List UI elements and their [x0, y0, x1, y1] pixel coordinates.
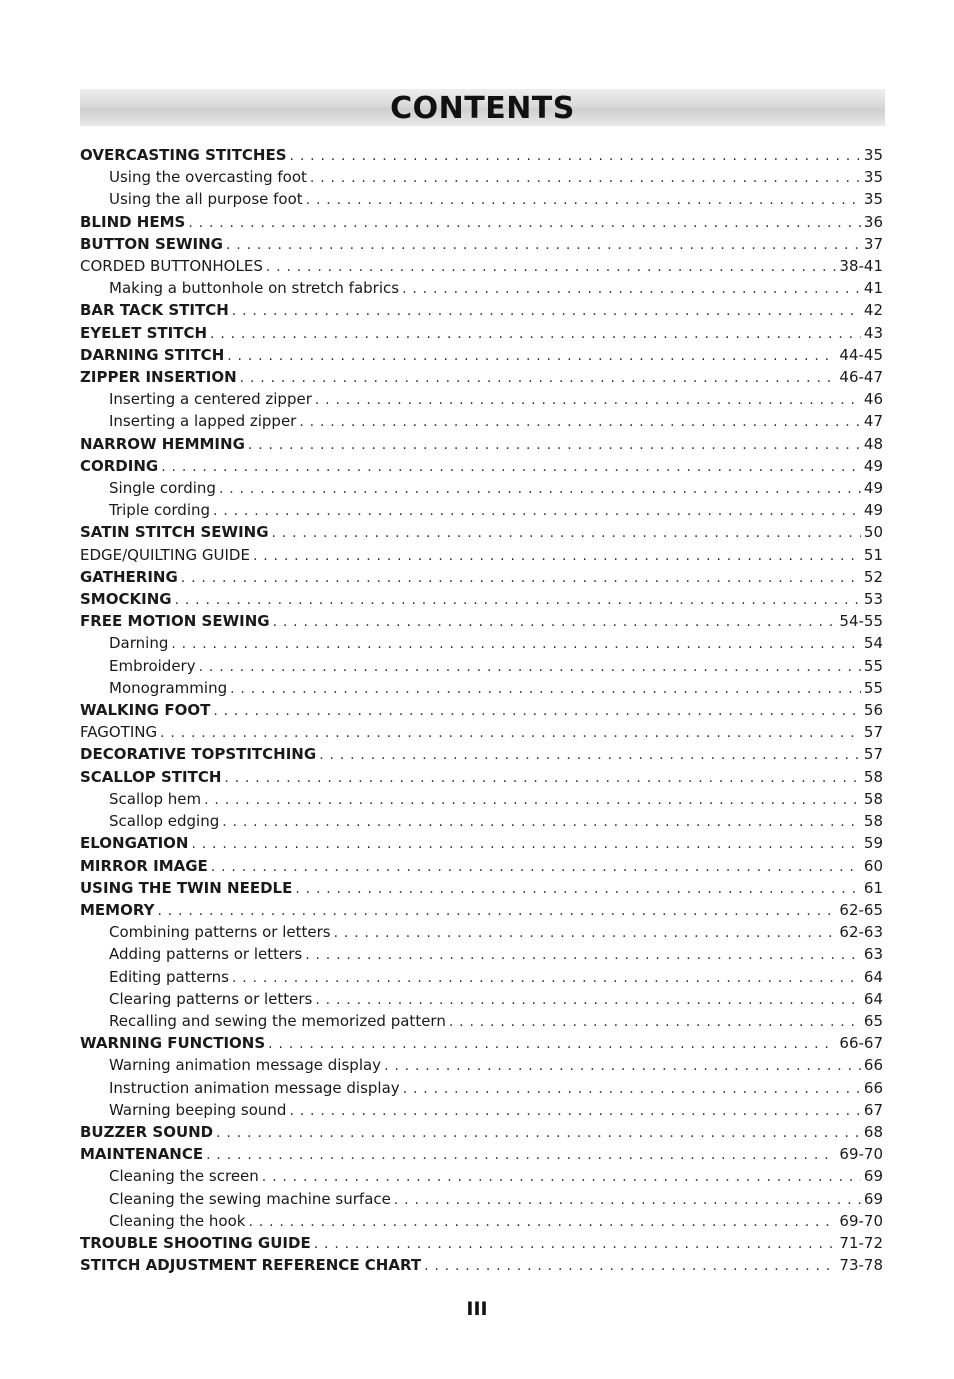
toc-subentry[interactable] [80, 499, 883, 521]
toc-subentry[interactable] [80, 410, 883, 432]
toc-entry[interactable] [80, 766, 883, 788]
dot-leader [224, 767, 861, 788]
toc-entry-label: Clearing patterns or letters [109, 989, 313, 1008]
toc-subentry[interactable] [80, 1077, 883, 1099]
toc-entry-page: 52 [863, 567, 883, 586]
dot-leader [211, 856, 861, 877]
toc-entry-page: 41 [863, 279, 883, 298]
toc-entry-label: BUTTON SEWING [80, 234, 223, 253]
toc-entry[interactable] [80, 877, 883, 899]
toc-entry-label: EDGE/QUILTING GUIDE [80, 545, 250, 564]
toc-entry-label: DARNING STITCH [80, 345, 225, 364]
toc-subentry[interactable] [80, 788, 883, 810]
toc-entry-label: Warning animation message display [109, 1056, 382, 1075]
toc-entry-label: CORDED BUTTONHOLES [80, 257, 263, 276]
toc-entry[interactable] [80, 699, 883, 721]
toc-entry-label: Cleaning the sewing machine surface [109, 1189, 391, 1208]
dot-leader [402, 278, 861, 299]
toc-entry-page: 69 [863, 1189, 883, 1208]
toc-entry-label: Editing patterns [109, 967, 229, 986]
toc-entry-label: Inserting a centered zipper [109, 390, 312, 409]
toc-entry-label: Adding patterns or letters [109, 945, 303, 964]
toc-entry[interactable] [80, 255, 883, 277]
page-title: CONTENTS [390, 91, 575, 126]
toc-entry-label: SMOCKING [80, 590, 172, 609]
toc-entry-page: 49 [863, 479, 883, 498]
toc-entry-page: 58 [863, 812, 883, 831]
dot-leader [232, 300, 861, 321]
toc-entry[interactable] [80, 144, 883, 166]
toc-entry-page: 43 [863, 323, 883, 342]
toc-entry-label: Scallop edging [109, 812, 220, 831]
toc-entry-page: 35 [863, 146, 883, 164]
toc-entry[interactable] [80, 344, 883, 366]
toc-subentry[interactable] [80, 632, 883, 654]
dot-leader [266, 256, 837, 277]
dot-leader [384, 1055, 861, 1076]
toc-entry[interactable] [80, 322, 883, 344]
toc-entry-label: Cleaning the hook [109, 1211, 246, 1230]
toc-entry-label: FREE MOTION SEWING [80, 612, 270, 631]
dot-leader [248, 1211, 836, 1232]
toc-entry-page: 68 [863, 1122, 883, 1141]
dot-leader [157, 900, 836, 921]
toc-subentry[interactable] [80, 166, 883, 188]
toc-entry-page: 54 [863, 634, 883, 653]
toc-entry-page: 71-72 [839, 1233, 883, 1252]
toc-entry-page: 49 [863, 501, 883, 520]
dot-leader [191, 833, 860, 854]
toc-entry-page: 51 [863, 545, 883, 564]
toc-entry-label: MIRROR IMAGE [80, 856, 208, 875]
toc-entry-label: Inserting a lapped zipper [109, 412, 297, 431]
toc-entry[interactable] [80, 1254, 883, 1276]
dot-leader [210, 323, 861, 344]
toc-entry-label: BUZZER SOUND [80, 1122, 214, 1141]
toc-entry[interactable] [80, 366, 883, 388]
toc-entry-label: Scallop hem [109, 789, 202, 808]
toc-entry[interactable] [80, 721, 883, 743]
toc-entry[interactable] [80, 832, 883, 854]
toc-entry[interactable] [80, 233, 883, 255]
toc-entry-label: OVERCASTING STITCHES [80, 146, 287, 164]
toc-entry-page: 50 [863, 523, 883, 542]
dot-leader [227, 345, 836, 366]
toc-subentry[interactable] [80, 1165, 883, 1187]
toc-entry-label: Cleaning the screen [109, 1167, 259, 1186]
toc-entry-page: 62-63 [839, 923, 883, 942]
toc-entry-page: 54-55 [839, 612, 883, 631]
dot-leader [213, 700, 861, 721]
dot-leader [268, 1033, 836, 1054]
toc-entry-page: 42 [863, 301, 883, 320]
dot-leader [403, 1078, 861, 1099]
dot-leader [306, 189, 861, 210]
toc-entry-page: 49 [863, 456, 883, 475]
dot-leader [315, 389, 861, 410]
toc-entry[interactable] [80, 1121, 883, 1143]
toc-subentry[interactable] [80, 1188, 883, 1210]
dot-leader [315, 989, 861, 1010]
dot-leader [222, 811, 861, 832]
toc-entry-page: 46-47 [839, 368, 883, 387]
dot-leader [181, 567, 861, 588]
page-number: III [466, 1298, 488, 1320]
toc-entry-page: 63 [863, 945, 883, 964]
toc-subentry[interactable] [80, 988, 883, 1010]
toc-entry-page: 64 [863, 967, 883, 986]
dot-leader [310, 167, 861, 188]
toc-entry-label: MEMORY [80, 900, 155, 919]
dot-leader [240, 367, 837, 388]
toc-entry-page: 36 [863, 212, 883, 231]
toc-entry-page: 59 [863, 834, 883, 853]
dot-leader [226, 234, 861, 255]
dot-leader [449, 1011, 861, 1032]
toc-entry-label: FAGOTING [80, 723, 158, 742]
toc-entry-label: USING THE TWIN NEEDLE [80, 878, 293, 897]
toc-entry-page: 46 [863, 390, 883, 409]
toc-subentry[interactable] [80, 477, 883, 499]
toc-entry[interactable] [80, 1143, 883, 1165]
toc-entry-page: 35 [863, 168, 883, 187]
toc-subentry[interactable] [80, 388, 883, 410]
dot-leader [272, 522, 861, 543]
toc-entry-label: Using the all purpose foot [109, 190, 303, 209]
toc-entry-label: ZIPPER INSERTION [80, 368, 237, 387]
table-of-contents [80, 144, 883, 1276]
toc-subentry[interactable] [80, 1054, 883, 1076]
toc-entry[interactable] [80, 299, 883, 321]
toc-entry[interactable] [80, 855, 883, 877]
dot-leader [216, 1122, 861, 1143]
dot-leader [230, 678, 861, 699]
toc-entry[interactable] [80, 211, 883, 233]
toc-entry[interactable] [80, 588, 883, 610]
toc-entry-page: 60 [863, 856, 883, 875]
dot-leader [394, 1189, 861, 1210]
toc-entry-label: Embroidery [109, 656, 196, 675]
dot-leader [232, 967, 861, 988]
dot-leader [290, 145, 861, 166]
toc-entry-label: WARNING FUNCTIONS [80, 1034, 266, 1053]
toc-entry-label: CORDING [80, 456, 159, 475]
toc-entry-label: GATHERING [80, 567, 178, 586]
toc-entry-page: 73-78 [839, 1256, 883, 1275]
toc-entry-label: Instruction animation message display [109, 1078, 400, 1097]
toc-subentry[interactable] [80, 655, 883, 677]
dot-leader [206, 1144, 836, 1165]
dot-leader [289, 1100, 860, 1121]
toc-entry[interactable] [80, 1032, 883, 1054]
toc-entry-label: DECORATIVE TOPSTITCHING [80, 745, 317, 764]
toc-entry-page: 69 [863, 1167, 883, 1186]
dot-leader [160, 722, 861, 743]
toc-entry-page: 55 [863, 678, 883, 697]
dot-leader [248, 434, 861, 455]
dot-leader [295, 878, 861, 899]
toc-entry-label: Monogramming [109, 678, 228, 697]
dot-leader [299, 411, 861, 432]
toc-entry[interactable] [80, 544, 883, 566]
dot-leader [424, 1255, 836, 1276]
dot-leader [171, 633, 861, 654]
dot-leader [273, 611, 837, 632]
toc-subentry[interactable] [80, 943, 883, 965]
toc-entry-label: Making a buttonhole on stretch fabrics [109, 279, 400, 298]
dot-leader [175, 589, 861, 610]
toc-entry-page: 69-70 [839, 1145, 883, 1164]
toc-subentry[interactable] [80, 921, 883, 943]
toc-entry-label: Darning [109, 634, 169, 653]
dot-leader [262, 1166, 861, 1187]
toc-entry-page: 58 [863, 789, 883, 808]
toc-entry[interactable] [80, 455, 883, 477]
toc-entry-page: 66-67 [839, 1034, 883, 1053]
dot-leader [188, 212, 861, 233]
toc-entry[interactable] [80, 521, 883, 543]
toc-entry-label: Triple cording [109, 501, 211, 520]
toc-entry-page: 53 [863, 590, 883, 609]
toc-subentry[interactable] [80, 966, 883, 988]
toc-entry[interactable] [80, 433, 883, 455]
toc-entry-page: 57 [863, 723, 883, 742]
toc-entry[interactable] [80, 899, 883, 921]
toc-entry-label: EYELET STITCH [80, 323, 208, 342]
dot-leader [199, 656, 861, 677]
dot-leader [213, 500, 861, 521]
toc-entry-page: 62-65 [839, 900, 883, 919]
dot-leader [204, 789, 861, 810]
dot-leader [305, 944, 861, 965]
toc-entry-page: 48 [863, 434, 883, 453]
toc-entry[interactable] [80, 566, 883, 588]
toc-entry-label: Using the overcasting foot [109, 168, 307, 187]
toc-entry-label: SATIN STITCH SEWING [80, 523, 269, 542]
dot-leader [219, 478, 861, 499]
toc-entry-page: 35 [863, 190, 883, 209]
toc-entry-page: 38-41 [839, 257, 883, 276]
toc-subentry[interactable] [80, 810, 883, 832]
dot-leader [161, 456, 861, 477]
toc-entry-page: 44-45 [839, 345, 883, 364]
toc-entry-label: BLIND HEMS [80, 212, 186, 231]
toc-entry-page: 47 [863, 412, 883, 431]
toc-entry-label: Combining patterns or letters [109, 923, 331, 942]
toc-entry[interactable] [80, 743, 883, 765]
toc-entry-label: Warning beeping sound [109, 1100, 287, 1119]
toc-entry-page: 66 [863, 1056, 883, 1075]
toc-entry-label: MAINTENANCE [80, 1145, 204, 1164]
toc-entry-page: 55 [863, 656, 883, 675]
toc-entry-label: Recalling and sewing the memorized pattern [109, 1011, 446, 1030]
toc-subentry[interactable] [80, 277, 883, 299]
toc-entry-page: 67 [863, 1100, 883, 1119]
toc-entry-label: BAR TACK STITCH [80, 301, 229, 320]
toc-subentry[interactable] [80, 1210, 883, 1232]
toc-entry-label: ELONGATION [80, 834, 189, 853]
toc-entry-page: 65 [863, 1011, 883, 1030]
toc-subentry[interactable] [80, 677, 883, 699]
toc-entry-label: SCALLOP STITCH [80, 767, 222, 786]
toc-entry-label: NARROW HEMMING [80, 434, 245, 453]
contents-header-bar [80, 89, 885, 126]
toc-entry-label: Single cording [109, 479, 216, 498]
toc-entry-page: 58 [863, 767, 883, 786]
toc-entry[interactable] [80, 1232, 883, 1254]
toc-entry-page: 61 [863, 878, 883, 897]
dot-leader [319, 744, 861, 765]
dot-leader [314, 1233, 837, 1254]
toc-entry-page: 37 [863, 234, 883, 253]
toc-entry-page: 69-70 [839, 1211, 883, 1230]
dot-leader [253, 545, 861, 566]
toc-subentry[interactable] [80, 188, 883, 210]
toc-entry-label: TROUBLE SHOOTING GUIDE [80, 1233, 311, 1252]
toc-entry-label: STITCH ADJUSTMENT REFERENCE CHART [80, 1256, 422, 1275]
toc-entry-page: 66 [863, 1078, 883, 1097]
toc-entry-label: WALKING FOOT [80, 701, 211, 720]
toc-entry-page: 64 [863, 989, 883, 1008]
toc-entry-page: 57 [863, 745, 883, 764]
dot-leader [334, 922, 837, 943]
toc-subentry[interactable] [80, 1099, 883, 1121]
toc-entry-page: 56 [863, 701, 883, 720]
toc-entry[interactable] [80, 610, 883, 632]
toc-subentry[interactable] [80, 1010, 883, 1032]
